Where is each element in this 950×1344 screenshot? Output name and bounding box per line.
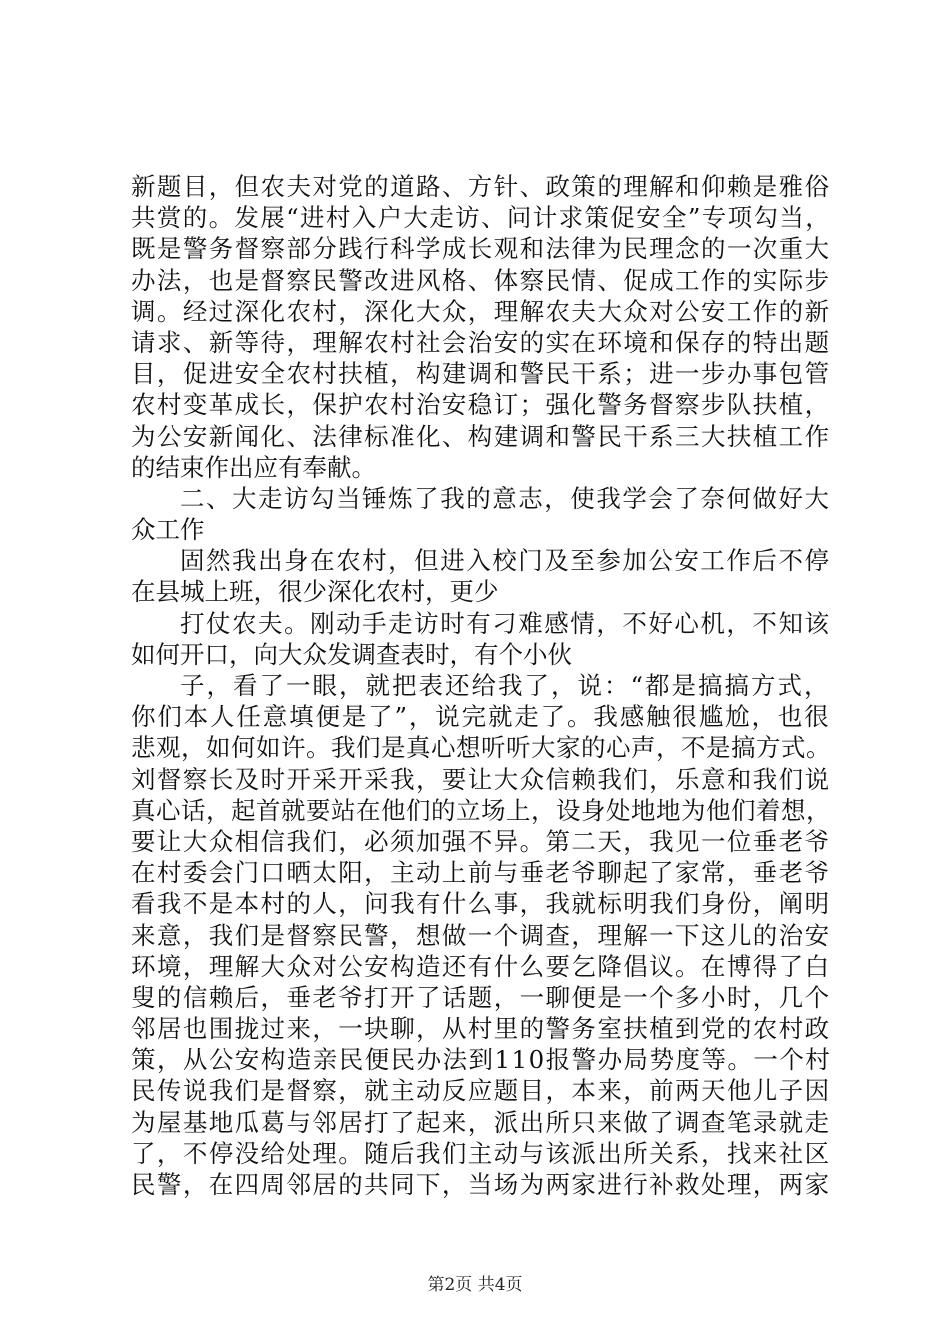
text-line: 固然我出身在农村，但进入校门及至参加公安工作后不停	[180, 546, 831, 576]
text-line: 众工作	[131, 515, 205, 545]
text-line: 农村变革成长，保护农村治安稳订；强化警务督察步队扶植，	[131, 390, 831, 420]
text-line: 民传说我们是督察，就主动反应题目，本来，前两天他儿子因	[131, 1076, 831, 1106]
body-text	[131, 171, 831, 1200]
text-line: 目，促进安全农村扶植，构建调和警民干系；进一步办事包管	[131, 359, 831, 389]
text-line: 子，看了一眼，就把表还给我了，说：“都是搞搞方式，	[180, 671, 831, 700]
text-line: 叟的信赖后，垂老爷打开了话题，一聊便是一个多小时，几个	[131, 982, 831, 1012]
text-line: 你们本人任意填便是了”，说完就走了。我感触很尴尬，也很	[131, 702, 831, 732]
text-line: 真心话，起首就要站在他们的立场上，设身处地地为他们着想，	[131, 795, 831, 825]
text-line: 既是警务督察部分践行科学成长观和法律为民理念的一次重大	[131, 234, 831, 264]
text-line: 民警，在四周邻居的共同下，当场为两家进行补救处理，两家	[131, 1170, 831, 1199]
text-line: 要让大众相信我们，必须加强不异。第二天，我见一位垂老爷	[131, 826, 831, 856]
text-line: 悲观，如何如许。我们是真心想听听大家的心声，不是搞方式。	[131, 733, 831, 763]
text-line: 来意，我们是督察民警，想做一个调查，理解一下这儿的治安	[131, 920, 831, 950]
text-line: 的结束作出应有奉献。	[131, 452, 376, 482]
text-line: 在县城上班，很少深化农村，更少	[131, 577, 499, 607]
text-line: 邻居也围拢过来，一块聊，从村里的警务室扶植到党的农村政	[131, 1014, 831, 1044]
page-footer: 第2页 共4页	[427, 1275, 523, 1295]
text-line: 为屋基地瓜葛与邻居打了起来，派出所只来做了调查笔录就走	[131, 1107, 831, 1137]
text-line: 看我不是本村的人，问我有什么事，我就标明我们身份，阐明	[131, 889, 831, 919]
text-line: 了，不停没给处理。随后我们主动与该派出所关系，找来社区	[131, 1138, 831, 1168]
text-line: 办法，也是督察民警改进风格、体察民情、促成工作的实际步	[131, 265, 831, 295]
text-line: 在村委会门口晒太阳，主动上前与垂老爷聊起了家常，垂老爷	[131, 858, 831, 888]
text-line: 如何开口，向大众发调查表时，有个小伙	[131, 639, 572, 669]
text-line: 环境，理解大众对公安构造还有什么要乞降倡议。在博得了白	[131, 951, 831, 981]
text-line: 刘督察长及时开采开采我，要让大众信赖我们，乐意和我们说	[131, 764, 831, 794]
text-line: 共赏的。发展“进村入户大走访、问计求策促安全”专项勾当，	[131, 203, 832, 233]
text-line: 打仗农夫。刚动手走访时有刁难感情，不好心机，不知该	[180, 608, 831, 638]
text-line: 二、大走访勾当锤炼了我的意志，使我学会了奈何做好大	[180, 483, 831, 513]
text-line: 为公安新闻化、法律标准化、构建调和警民干系三大扶植工作	[131, 421, 831, 451]
text-line: 请求、新等待，理解农村社会治安的实在环境和保存的特出题	[131, 327, 831, 357]
text-line: 策，从公安构造亲民便民办法到110报警办局势度等。一个村	[131, 1045, 832, 1075]
text-line: 新题目，但农夫对党的道路、方针、政策的理解和仰赖是雅俗	[131, 172, 831, 201]
text-line: 调。经过深化农村，深化大众，理解农夫大众对公安工作的新	[131, 296, 831, 326]
